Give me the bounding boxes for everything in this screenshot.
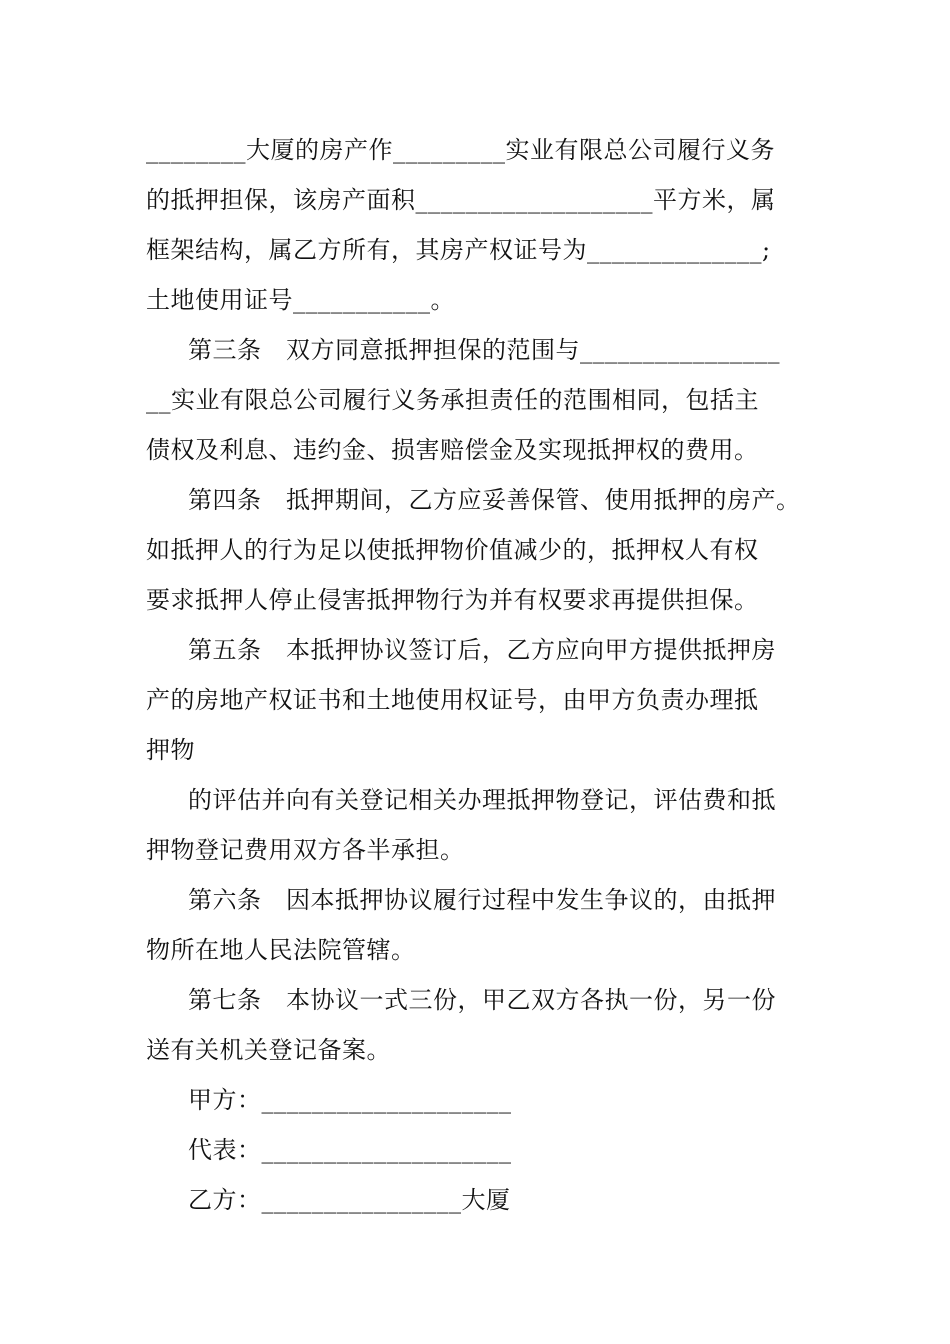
signature-representative: 代表：____________________ bbox=[188, 1136, 512, 1164]
text-line-13: 押物 bbox=[146, 736, 195, 764]
article-5-start: 第五条 本抵押协议签订后，乙方应向甲方提供抵押房 bbox=[188, 636, 776, 664]
text-line-7: 债权及利息、违约金、损害赔偿金及实现抵押权的费用。 bbox=[146, 436, 759, 464]
text-line-1: ________大厦的房产作_________实业有限总公司履行义务 bbox=[146, 136, 775, 164]
article-6-start: 第六条 因本抵押协议履行过程中发生争议的，由抵押 bbox=[188, 886, 776, 914]
text-line-6: __实业有限总公司履行义务承担责任的范围相同，包括主 bbox=[146, 386, 759, 414]
text-line-2: 的抵押担保，该房产面积___________________平方米，属 bbox=[146, 186, 776, 214]
text-line-4: 土地使用证号___________。 bbox=[146, 286, 455, 314]
text-line-9: 如抵押人的行为足以使抵押物价值减少的，抵押权人有权 bbox=[146, 536, 759, 564]
text-line-3: 框架结构，属乙方所有，其房产权证号为______________; bbox=[146, 236, 771, 264]
signature-party-b: 乙方：________________大厦 bbox=[188, 1186, 511, 1214]
text-line-19: 送有关机关登记备案。 bbox=[146, 1036, 391, 1064]
text-line-10: 要求抵押人停止侵害抵押物行为并有权要求再提供担保。 bbox=[146, 586, 759, 614]
text-line-15: 押物登记费用双方各半承担。 bbox=[146, 836, 465, 864]
text-line-14: 的评估并向有关登记相关办理抵押物登记，评估费和抵 bbox=[188, 786, 776, 814]
article-4-start: 第四条 抵押期间，乙方应妥善保管、使用抵押的房产。 bbox=[188, 486, 801, 514]
signature-party-a: 甲方：____________________ bbox=[188, 1086, 512, 1114]
text-line-12: 产的房地产权证书和土地使用权证号，由甲方负责办理抵 bbox=[146, 686, 759, 714]
article-7-start: 第七条 本协议一式三份，甲乙双方各执一份，另一份 bbox=[188, 986, 776, 1014]
text-line-17: 物所在地人民法院管辖。 bbox=[146, 936, 416, 964]
article-3-start: 第三条 双方同意抵押担保的范围与________________ bbox=[188, 336, 780, 364]
